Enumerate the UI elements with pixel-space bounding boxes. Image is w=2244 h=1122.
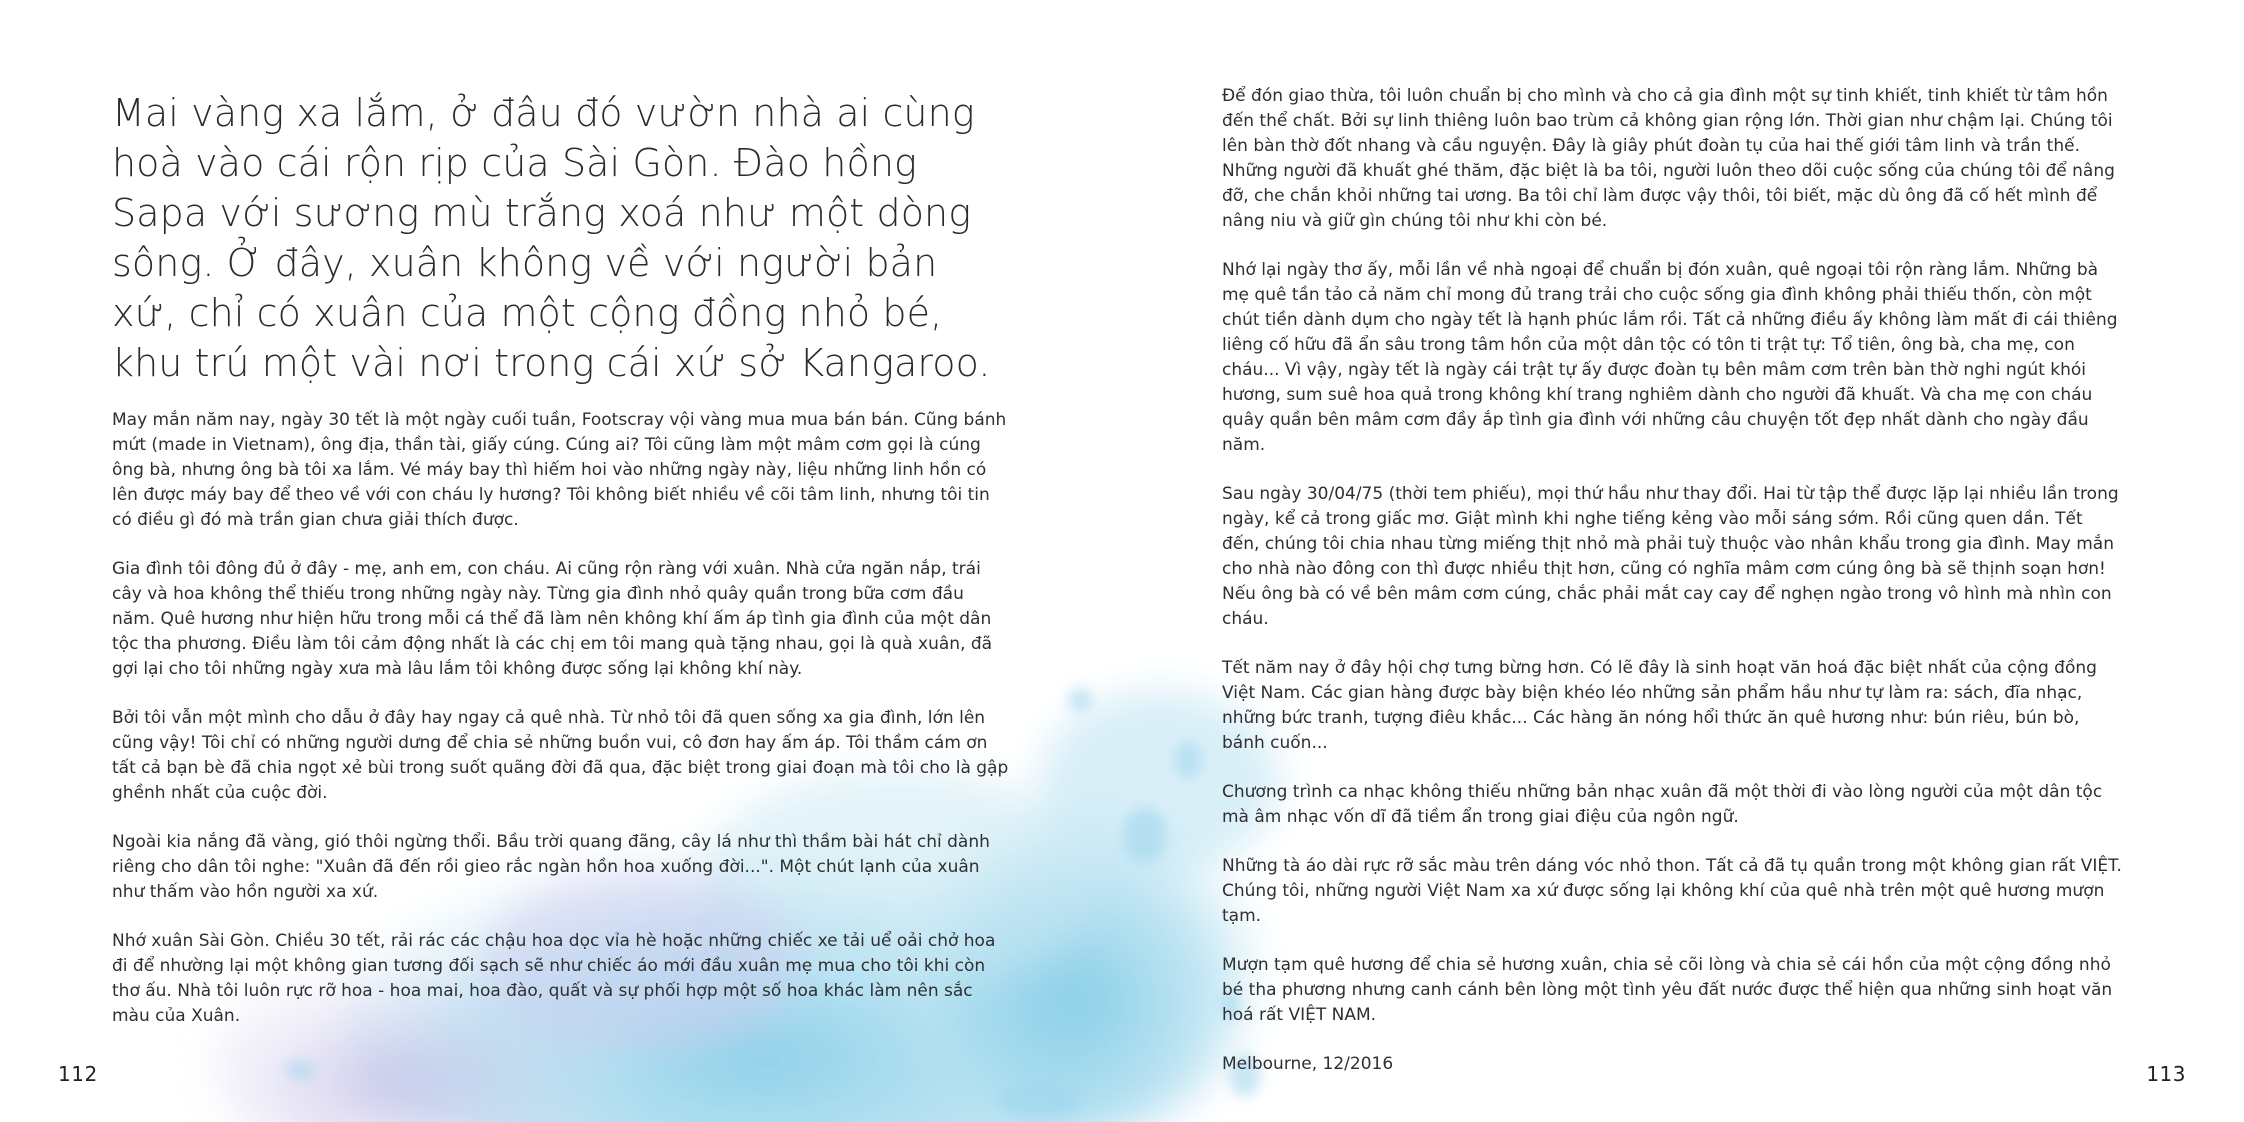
right-paragraph: Để đón giao thừa, tôi luôn chuẩn bị cho mình và cho cả gia đình một sự tinh khiết, tinh khiết từ tâm hồn đến thể chất. Bởi sự linh thiêng luôn bao trùm cả không gian rộng lớn. Thời gian như chậm lại. Chúng tôi lên bàn thờ đốt nhang và cầu nguyện. Đây là giây phút đoàn tụ của hai thế giới tâm linh và trần thế. Những người đã khuất ghé thăm, đặc biệt là ba tôi, người luôn theo dõi cuộc sống của chúng tôi để nâng đỡ, che chắn khỏi những tai ương. Ba tôi chỉ làm được vậy thôi, tôi biết, mặc dù ông đã cố hết mình để nâng niu và giữ gìn chúng tôi như khi còn bé. bbox=[1222, 86, 2115, 231]
right-paragraph: Nhớ lại ngày thơ ấy, mỗi lần về nhà ngoại để chuẩn bị đón xuân, quê ngoại tôi rộn ràng lắm. Những bà mẹ quê tần tảo cả năm chỉ mong đủ trang trải cho cuộc sống gia đình không phải thiếu thốn, còn một chút tiền dành dụm cho ngày tết là hạnh phúc lắm rồi. Tất cả những điều ấy không làm mất đi cái thiêng liêng cố hữu đã ẩn sâu trong tâm hồn của một dân tộc có tôn ti trật tự: Tổ tiên, ông bà, cha mẹ, con cháu... Vì vậy, ngày tết là ngày cái trật tự ấy được đoàn tụ bên mâm cơm trên bàn thờ nghi ngút khói hương, sum suê hoa quả trong không khí trang nghiêm dành cho người đã khuất. Và cha mẹ con cháu quây quần bên mâm cơm đầy ắp tình gia đình với những câu chuyện tốt đẹp nhất dành cho ngày đầu năm. bbox=[1222, 260, 2118, 455]
left-paragraph: Ngoài kia nắng đã vàng, gió thôi ngừng thổi. Bầu trời quang đãng, cây lá như thì thầm bài hát chỉ dành riêng cho dân tôi nghe: "Xuân đã đến rồi gieo rắc ngàn hồn hoa xuống đời...". Một chút lạnh của xuân như thấm vào hồn người xa xứ. bbox=[112, 832, 990, 902]
right-paragraph: Mượn tạm quê hương để chia sẻ hương xuân, chia sẻ cõi lòng và chia sẻ cái hồn của một cộng đồng nhỏ bé tha phương nhưng canh cánh bên lòng một tình yêu đất nước được thể hiện qua những sinh hoạt văn hoá rất VIỆT NAM. bbox=[1222, 955, 2113, 1025]
right-page bbox=[1222, 84, 2122, 1077]
left-paragraph: Nhớ xuân Sài Gòn. Chiều 30 tết, rải rác các chậu hoa dọc vỉa hè hoặc những chiếc xe tải uể oải chở hoa đi để nhường lại một không gian tương đối sạch sẽ như chiếc áo mới đầu xuân mẹ mua cho tôi khi còn thơ ấu. Nhà tôi luôn rực rỡ hoa - hoa mai, hoa đào, quất và sự phối hợp một số hoa khác làm nên sắc màu của Xuân. bbox=[112, 931, 996, 1026]
right-paragraph: Chương trình ca nhạc không thiếu những bản nhạc xuân đã một thời đi vào lòng người của một dân tộc mà âm nhạc vốn dĩ đã tiềm ẩn trong giai điệu của ngôn ngữ. bbox=[1222, 782, 2103, 827]
page-number-right: 113 bbox=[2146, 1062, 2186, 1086]
left-page bbox=[112, 88, 1012, 1053]
page-number-left: 112 bbox=[58, 1062, 98, 1086]
right-paragraph: Những tà áo dài rực rỡ sắc màu trên dáng vóc nhỏ thon. Tất cả đã tụ quần trong một không gian rất VIỆT. Chúng tôi, những người Việt Nam xa xứ được sống lại không khí của quê nhà trên một quê hương mượn tạm. bbox=[1222, 856, 2122, 926]
signoff-place-date: Melbourne, 12/2016 bbox=[1222, 1054, 1394, 1074]
left-paragraph: May mắn năm nay, ngày 30 tết là một ngày cuối tuần, Footscray vội vàng mua mua bán bán. Cũng bánh mứt (made in Vietnam), ông địa, thần tài, giấy cúng. Cúng ai? Tôi cũng làm một mâm cơm gọi là cúng ông bà, nhưng ông bà tôi xa lắm. Vé máy bay thì hiếm hoi vào những ngày này, liệu những linh hồn có lên được máy bay để theo về với con cháu ly hương? Tôi không biết nhiều về cõi tâm linh, nhưng tôi tin có điều gì đó mà trần gian chưa giải thích được. bbox=[112, 410, 1007, 530]
left-paragraph: Gia đình tôi đông đủ ở đây - mẹ, anh em, con cháu. Ai cũng rộn ràng với xuân. Nhà cửa ngăn nắp, trái cây và hoa không thể thiếu trong những ngày này. Từng gia đình nhỏ quây quần trong bữa cơm đầu năm. Quê hương như hiện hữu trong mỗi cá thể đã làm nên không khí ấm áp tình gia đình của một dân tộc tha phương. Điều làm tôi cảm động nhất là các chị em tôi mang quà tặng nhau, gọi là quà xuân, đã gợi lại cho tôi những ngày xưa mà lâu lắm tôi không được sống lại không khí này. bbox=[112, 559, 993, 679]
lead-heading: Mai vàng xa lắm, ở đâu đó vườn nhà ai cùng hoà vào cái rộn rịp của Sài Gòn. Đào hồng Sapa với sương mù trắng xoá như một dòng sông. Ở đây, xuân không về với người bản xứ, chỉ có xuân của một cộng đồng nhỏ bé, khu trú một vài nơi trong cái xứ sở Kangaroo. bbox=[112, 91, 991, 385]
right-paragraph: Tết năm nay ở đây hội chợ tưng bừng hơn. Có lẽ đây là sinh hoạt văn hoá đặc biệt nhất của cộng đồng Việt Nam. Các gian hàng được bày biện khéo léo những sản phẩm hầu như tự làm ra: sách, đĩa nhạc, những bức tranh, tượng điêu khắc... Các hàng ăn nóng hổi thức ăn quê hương như: bún riêu, bún bò, bánh cuốn... bbox=[1222, 658, 2097, 753]
right-paragraph: Sau ngày 30/04/75 (thời tem phiếu), mọi thứ hầu như thay đổi. Hai từ tập thể được lặp lại nhiều lần trong ngày, kể cả trong giấc mơ. Giật mình khi nghe tiếng kẻng vào mỗi sáng sớm. Rồi cũng quen dần. Tết đến, chúng tôi chia nhau từng miếng thịt nhỏ mà phải tuỳ thuộc vào nhân khẩu trong gia đình. May mắn cho nhà nào đông con thì được nhiều thịt hơn, cũng có nghĩa mâm cơm cúng ông bà sẽ thịnh soạn hơn! Nếu ông bà có về bên mâm cơm cúng, chắc phải mắt cay cay để nghẹn ngào trong vô hình mà nhìn con cháu. bbox=[1222, 484, 2119, 629]
left-paragraph: Bởi tôi vẫn một mình cho dẫu ở đây hay ngay cả quê nhà. Từ nhỏ tôi đã quen sống xa gia đình, lớn lên cũng vậy! Tôi chỉ có những người dưng để chia sẻ những buồn vui, cô đơn hay ấm áp. Tôi thầm cám ơn tất cả bạn bè đã chia ngọt xẻ bùi trong suốt quãng đời đã qua, đặc biệt trong giai đoạn mà tôi cho là gập ghềnh nhất của cuộc đời. bbox=[112, 708, 1009, 803]
